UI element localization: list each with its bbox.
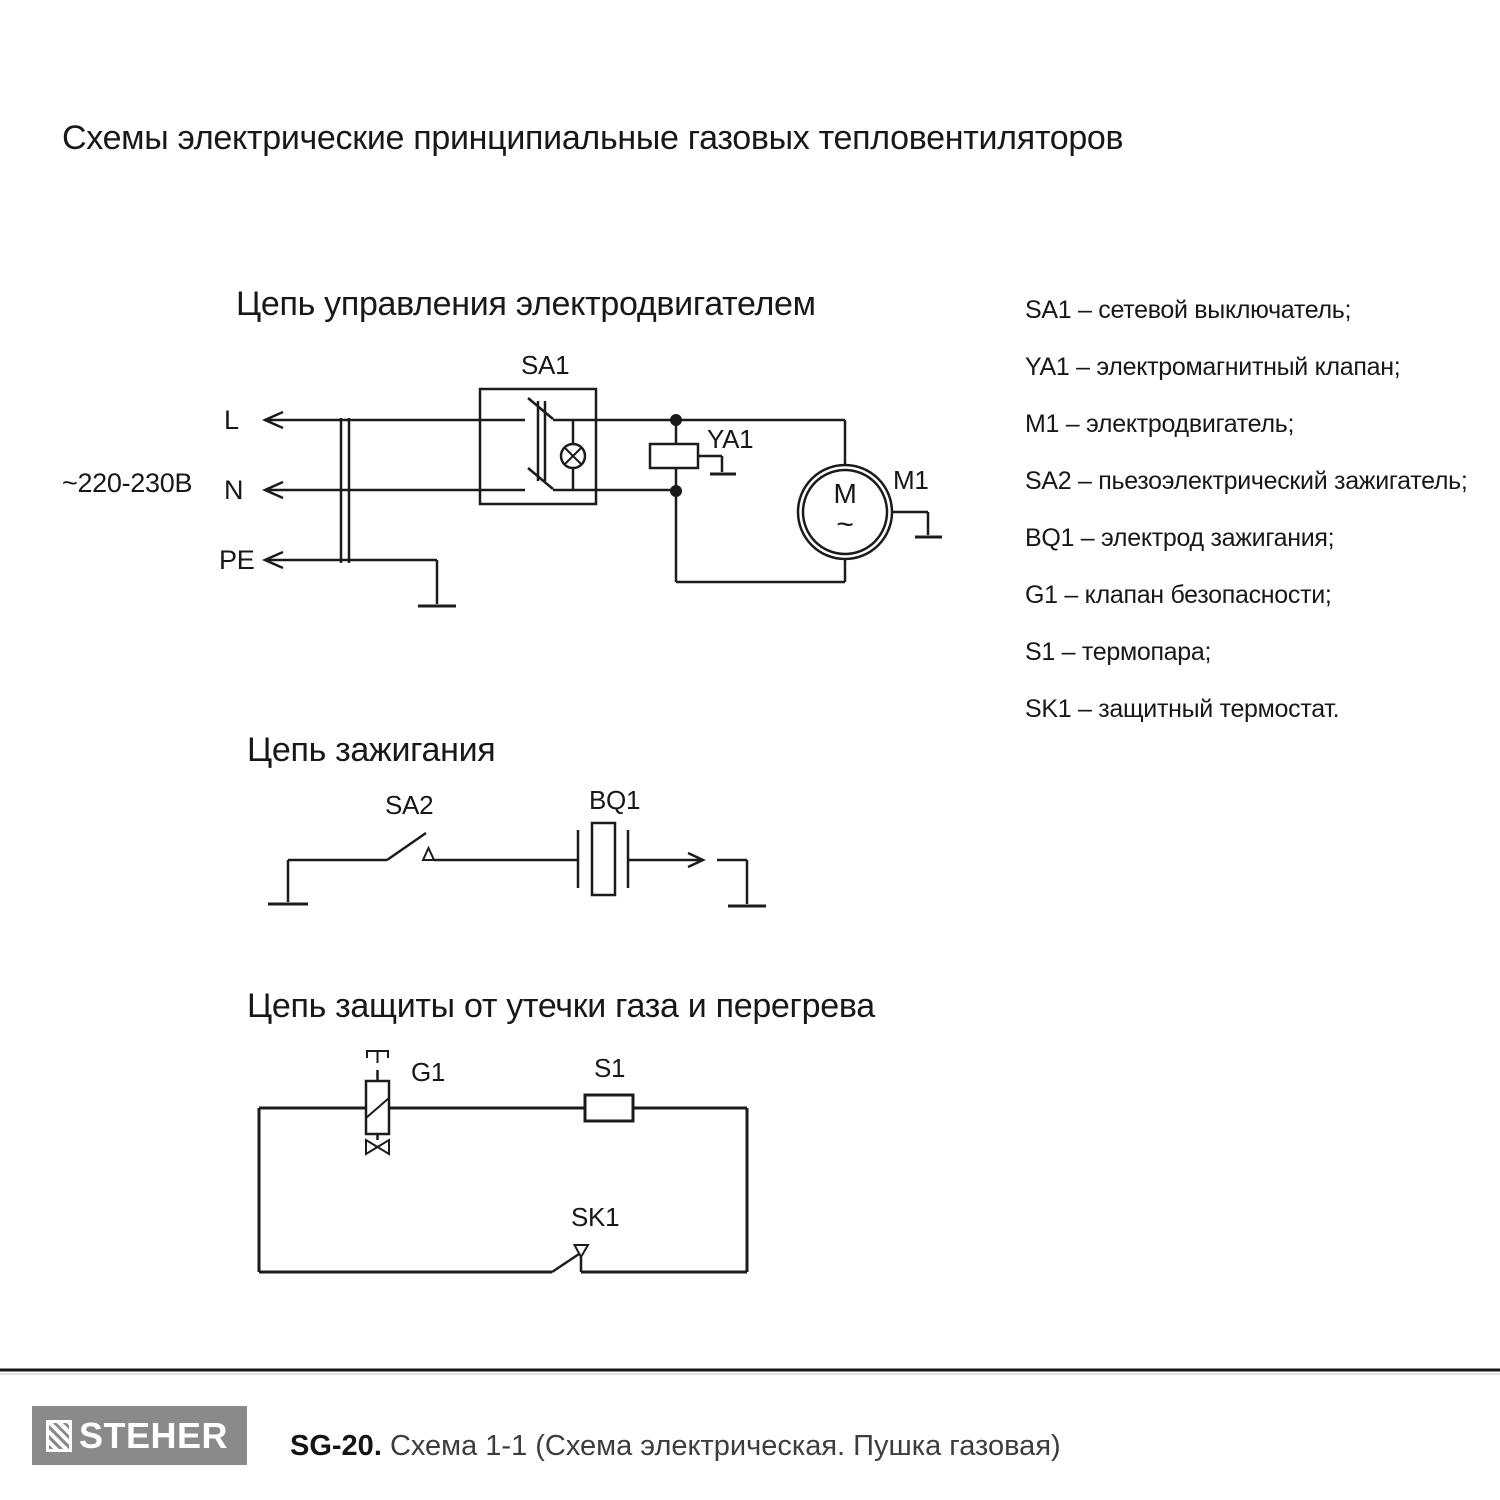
legend-item: SK1 – защитный термостат. [1025,695,1340,723]
section-title-motor-control: Цепь управления электродвигателем [236,285,816,323]
brand-logo [32,1406,247,1465]
motor-letter: M [833,478,857,509]
label-line-l: L [224,405,239,435]
ignition-circuit-drawing [268,823,766,906]
legend-item: M1 – электродвигатель; [1025,410,1295,438]
section-title-protection: Цепь защиты от утечки газа и перегрева [247,987,875,1025]
label-sa2: SA2 [385,790,434,820]
label-line-pe: PE [219,545,255,575]
label-bq1: BQ1 [589,785,641,815]
brand-logo-icon [46,1420,72,1452]
label-sk1: SK1 [571,1202,620,1232]
bq1-piezo-icon [578,823,628,895]
motor-ac-symbol: ~ [836,508,854,541]
label-m1: M1 [893,465,929,495]
legend-item: S1 – термопара; [1025,638,1212,666]
protection-circuit-drawing [259,1051,747,1272]
legend-item: YA1 – электромагнитный клапан; [1025,353,1401,381]
s1-thermocouple-icon [585,1095,633,1121]
label-voltage: ~220-230В [62,468,193,498]
electrode-gap-icon [717,860,766,906]
legend-item: G1 – клапан безопасности; [1025,581,1332,609]
sa1-switch-icon [480,389,596,504]
section-title-ignition: Цепь зажигания [247,731,496,769]
label-s1: S1 [594,1053,626,1083]
supply-line-pe [265,552,456,606]
label-ya1: YA1 [707,424,754,454]
label-g1: G1 [411,1057,446,1087]
supply-line-n [265,482,480,498]
supply-line-l [265,412,480,428]
lamp-icon [561,420,585,490]
label-sa1: SA1 [521,350,570,380]
brand-logo-text: STEHER [79,1414,229,1456]
page-title: Схемы электрические принципиальные газовых тепловентиляторов [62,119,1124,157]
footer-description: Схема 1-1 (Схема электрическая. Пушка газовая) [389,1430,1061,1462]
g1-safety-valve-icon [366,1051,389,1154]
footer-caption [290,1431,1061,1463]
footer-divider [0,1370,1500,1374]
label-line-n: N [224,475,244,505]
legend-item: SA1 – сетевой выключатель; [1025,296,1352,324]
footer-model: SG-20. [290,1430,382,1462]
component-legend [1025,295,1468,724]
sk1-thermostat-icon [552,1245,588,1272]
legend-item: SA2 – пьезоэлектрический зажигатель; [1025,467,1468,495]
sa2-pushbutton-icon [387,833,434,860]
legend-item: BQ1 – электрод зажигания; [1025,524,1335,552]
